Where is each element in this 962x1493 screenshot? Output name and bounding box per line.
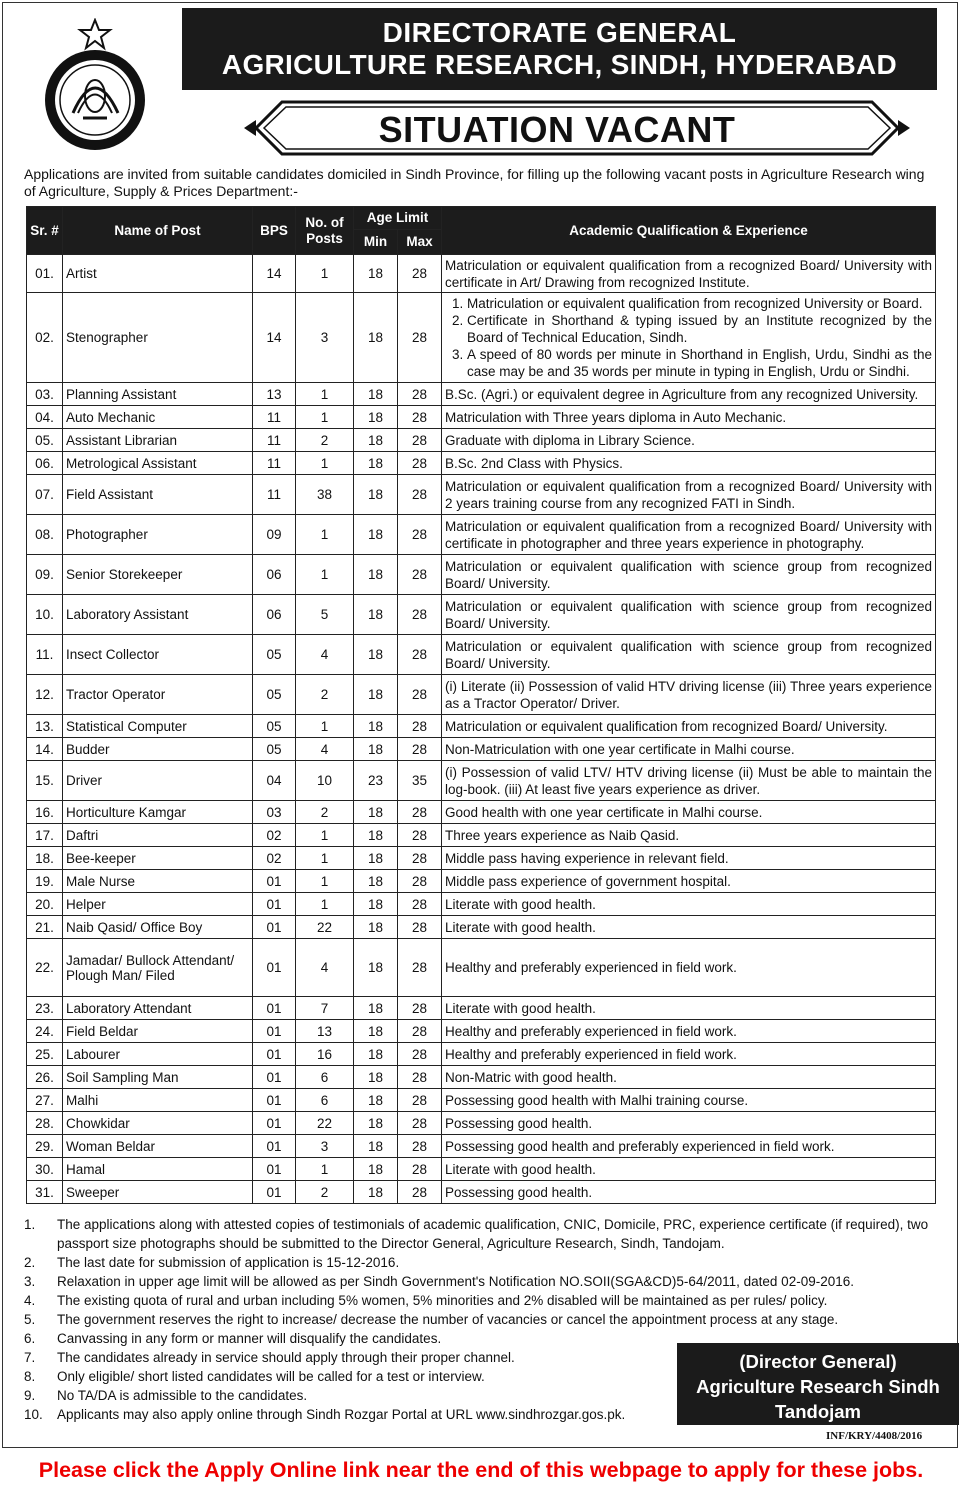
cell-bps: 01 [253, 916, 296, 939]
cell-age-max: 28 [398, 1089, 442, 1112]
cell-sr: 27. [27, 1089, 63, 1112]
cell-bps: 04 [253, 761, 296, 801]
cell-sr: 08. [27, 515, 63, 555]
cell-qualification: Healthy and preferably experienced in field work. [442, 939, 936, 997]
note-number: 6. [24, 1331, 36, 1346]
cell-qualification: Middle pass having experience in relevant field. [442, 847, 936, 870]
cell-age-min: 18 [354, 475, 398, 515]
cell-bps: 01 [253, 1181, 296, 1204]
cell-age-min: 18 [354, 893, 398, 916]
cell-age-max: 28 [398, 1112, 442, 1135]
header-no-of-posts: No. of Posts [296, 207, 354, 255]
cell-no-of-posts: 22 [296, 916, 354, 939]
cell-age-min: 18 [354, 916, 398, 939]
cell-age-min: 18 [354, 293, 398, 383]
cell-no-of-posts: 1 [296, 847, 354, 870]
note-number: 3. [24, 1274, 36, 1289]
note-number: 9. [24, 1388, 36, 1403]
table-row [27, 1135, 936, 1158]
note-text: The last date for submission of application is 15-12-2016. [57, 1255, 400, 1270]
cell-qualification: B.Sc. 2nd Class with Physics. [442, 452, 936, 475]
cell-bps: 01 [253, 1020, 296, 1043]
cell-sr: 31. [27, 1181, 63, 1204]
cell-age-min: 18 [354, 1066, 398, 1089]
cell-no-of-posts: 1 [296, 715, 354, 738]
cell-no-of-posts: 1 [296, 255, 354, 293]
table-row [27, 738, 936, 761]
cell-age-max: 28 [398, 406, 442, 429]
cell-age-max: 28 [398, 429, 442, 452]
cell-age-max: 28 [398, 635, 442, 675]
note-item [24, 1291, 938, 1310]
header-age-limit: Age Limit [354, 207, 442, 230]
cell-bps: 01 [253, 1112, 296, 1135]
note-item [24, 1272, 938, 1291]
note-text: Only eligible/ short listed candidates will be called for a test or interview. [57, 1369, 485, 1384]
table-row [27, 383, 936, 406]
cell-name-of-post: Metrological Assistant [63, 452, 253, 475]
cell-sr: 16. [27, 801, 63, 824]
cell-no-of-posts: 1 [296, 1158, 354, 1181]
cell-qualification: Matriculation or equivalent qualification with science group from recognized Board/ University. [442, 555, 936, 595]
cell-qualification: Possessing good health and preferably experienced in field work. [442, 1135, 936, 1158]
cell-bps: 01 [253, 1158, 296, 1181]
cell-sr: 11. [27, 635, 63, 675]
cell-age-max: 28 [398, 847, 442, 870]
cell-bps: 11 [253, 406, 296, 429]
cell-age-min: 18 [354, 1181, 398, 1204]
cell-sr: 10. [27, 595, 63, 635]
cell-name-of-post: Daftri [63, 824, 253, 847]
vacancies-table [26, 206, 936, 1204]
table-row [27, 1089, 936, 1112]
cell-bps: 06 [253, 555, 296, 595]
cell-qualification: Matriculation or equivalent qualification with science group from recognized Board/ University. [442, 595, 936, 635]
cell-qualification: Possessing good health. [442, 1112, 936, 1135]
cell-name-of-post: Horticulture Kamgar [63, 801, 253, 824]
cell-name-of-post: Assistant Librarian [63, 429, 253, 452]
cell-age-min: 18 [354, 675, 398, 715]
cell-qualification: Healthy and preferably experienced in field work. [442, 1020, 936, 1043]
cell-name-of-post: Laboratory Assistant [63, 595, 253, 635]
cell-age-max: 28 [398, 1158, 442, 1181]
cell-age-max: 28 [398, 715, 442, 738]
note-text: The existing quota of rural and urban including 5% women, 5% minorities and 2% disabled will be maintained as per rules/ policy. [57, 1293, 828, 1308]
cell-age-min: 18 [354, 939, 398, 997]
table-row [27, 1181, 936, 1204]
cell-sr: 12. [27, 675, 63, 715]
cell-bps: 14 [253, 293, 296, 383]
cell-qualification: Three years experience as Naib Qasid. [442, 824, 936, 847]
cell-sr: 30. [27, 1158, 63, 1181]
table-row [27, 475, 936, 515]
cell-qualification: Matriculation or equivalent qualification from a recognized Board/ University with certificate in photographer and three years experience in photography. [442, 515, 936, 555]
cell-no-of-posts: 1 [296, 555, 354, 595]
cell-sr: 06. [27, 452, 63, 475]
cell-age-max: 28 [398, 893, 442, 916]
cell-age-max: 28 [398, 1020, 442, 1043]
cell-name-of-post: Field Assistant [63, 475, 253, 515]
cell-age-min: 18 [354, 870, 398, 893]
note-text: The government reserves the right to increase/ decrease the number of vacancies or cancel the appointment process at any stage. [57, 1312, 839, 1327]
cell-age-max: 28 [398, 916, 442, 939]
cell-no-of-posts: 10 [296, 761, 354, 801]
cell-no-of-posts: 2 [296, 801, 354, 824]
cell-name-of-post: Insect Collector [63, 635, 253, 675]
note-text: Canvassing in any form or manner will disqualify the candidates. [57, 1331, 442, 1346]
cell-name-of-post: Chowkidar [63, 1112, 253, 1135]
cell-sr: 01. [27, 255, 63, 293]
qualification-item: 1. Matriculation or equivalent qualification from recognized University or Board. [467, 295, 932, 312]
note-text: The applications along with attested copies of testimonials of academic qualification, CNIC, Domicile, PRC, experience certificate (if required), two passport size photographs should be submitted to the Director General, Agriculture Research, Sindh, Tandojam. [57, 1217, 929, 1251]
table-row [27, 452, 936, 475]
cell-bps: 02 [253, 847, 296, 870]
cell-no-of-posts: 1 [296, 515, 354, 555]
cell-bps: 03 [253, 801, 296, 824]
cell-qualification: Graduate with diploma in Library Science. [442, 429, 936, 452]
table-row [27, 675, 936, 715]
note-text: Relaxation in upper age limit will be allowed as per Sindh Government's Notification NO.SOII(SGA&CD)5-64/2011, dated 02-09-2016. [57, 1274, 854, 1289]
note-number: 4. [24, 1293, 36, 1308]
cell-age-max: 35 [398, 761, 442, 801]
note-number: 8. [24, 1369, 36, 1384]
cell-qualification: Non-Matriculation with one year certificate in Malhi course. [442, 738, 936, 761]
cell-sr: 07. [27, 475, 63, 515]
cell-no-of-posts: 1 [296, 452, 354, 475]
note-text: No TA/DA is admissible to the candidates. [57, 1388, 308, 1403]
cell-sr: 13. [27, 715, 63, 738]
cell-no-of-posts: 3 [296, 293, 354, 383]
cell-age-min: 18 [354, 997, 398, 1020]
table-row [27, 1066, 936, 1089]
cell-age-min: 18 [354, 1089, 398, 1112]
cell-qualification: Non-Matric with good health. [442, 1066, 936, 1089]
cell-age-max: 28 [398, 293, 442, 383]
cell-age-min: 18 [354, 406, 398, 429]
cell-bps: 02 [253, 824, 296, 847]
sindh-government-logo [38, 18, 153, 153]
cell-age-min: 18 [354, 555, 398, 595]
cell-sr: 22. [27, 939, 63, 997]
cell-bps: 05 [253, 715, 296, 738]
cell-age-min: 18 [354, 1158, 398, 1181]
cell-bps: 11 [253, 429, 296, 452]
cell-bps: 05 [253, 675, 296, 715]
cell-age-min: 18 [354, 738, 398, 761]
note-item [24, 1310, 938, 1329]
cell-sr: 29. [27, 1135, 63, 1158]
cell-sr: 18. [27, 847, 63, 870]
header-title-line2: AGRICULTURE RESEARCH, SINDH, HYDERABAD [221, 49, 898, 80]
cell-qualification: Matriculation or equivalent qualification from a recognized Board/ University with certificate in Art/ Drawing from recognized Institute. [442, 255, 936, 293]
cell-no-of-posts: 6 [296, 1089, 354, 1112]
cell-age-min: 18 [354, 1135, 398, 1158]
cell-age-max: 28 [398, 475, 442, 515]
cell-age-min: 18 [354, 715, 398, 738]
cell-age-max: 28 [398, 1066, 442, 1089]
cell-qualification [442, 293, 936, 383]
table-row [27, 916, 936, 939]
cell-no-of-posts: 13 [296, 1020, 354, 1043]
cell-name-of-post: Laboratory Attendant [63, 997, 253, 1020]
reference-number: INF/KRY/4408/2016 [826, 1430, 923, 1442]
cell-qualification: (i) Literate (ii) Possession of valid HTV driving license (iii) Three years experience as a Tractor Operator/ Driver. [442, 675, 936, 715]
cell-bps: 01 [253, 1135, 296, 1158]
table-row [27, 1158, 936, 1181]
banner-title: SITUATION VACANT [378, 109, 736, 150]
table-row [27, 847, 936, 870]
cell-sr: 09. [27, 555, 63, 595]
note-item [24, 1215, 938, 1253]
cell-name-of-post: Driver [63, 761, 253, 801]
cell-age-min: 18 [354, 635, 398, 675]
cell-no-of-posts: 1 [296, 406, 354, 429]
cell-name-of-post: Statistical Computer [63, 715, 253, 738]
cell-name-of-post: Bee-keeper [63, 847, 253, 870]
table-row [27, 870, 936, 893]
cell-sr: 15. [27, 761, 63, 801]
cell-bps: 01 [253, 1089, 296, 1112]
cell-age-max: 28 [398, 383, 442, 406]
cell-sr: 23. [27, 997, 63, 1020]
header-title-line1: DIRECTORATE GENERAL [382, 17, 737, 48]
cell-age-max: 28 [398, 555, 442, 595]
table-row [27, 595, 936, 635]
cell-no-of-posts: 1 [296, 383, 354, 406]
table-row [27, 1043, 936, 1066]
cell-age-min: 18 [354, 595, 398, 635]
cell-no-of-posts: 1 [296, 824, 354, 847]
signature-office: Agriculture Research Sindh [696, 1376, 940, 1397]
cell-no-of-posts: 2 [296, 429, 354, 452]
cell-qualification: Healthy and preferably experienced in field work. [442, 1043, 936, 1066]
cell-name-of-post: Auto Mechanic [63, 406, 253, 429]
cell-age-max: 28 [398, 801, 442, 824]
cell-qualification: Possessing good health. [442, 1181, 936, 1204]
cell-age-max: 28 [398, 738, 442, 761]
note-number: 5. [24, 1312, 36, 1327]
cell-sr: 04. [27, 406, 63, 429]
note-number: 1. [24, 1217, 36, 1232]
cell-age-max: 28 [398, 675, 442, 715]
cell-name-of-post: Artist [63, 255, 253, 293]
cell-sr: 21. [27, 916, 63, 939]
cell-name-of-post: Stenographer [63, 293, 253, 383]
cell-bps: 01 [253, 870, 296, 893]
note-text: Applicants may also apply online through Sindh Rozgar Portal at URL www.sindhrozgar.gos.pk. [57, 1407, 626, 1422]
cell-bps: 01 [253, 1066, 296, 1089]
table-row [27, 555, 936, 595]
cell-age-max: 28 [398, 1043, 442, 1066]
cell-qualification: (i) Possession of valid LTV/ HTV driving license (ii) Must be able to maintain the log-book. (iii) At least five years experience as driver. [442, 761, 936, 801]
cell-no-of-posts: 4 [296, 635, 354, 675]
cell-qualification: Possessing good health with Malhi training course. [442, 1089, 936, 1112]
cell-name-of-post: Field Beldar [63, 1020, 253, 1043]
table-row [27, 1020, 936, 1043]
cell-bps: 05 [253, 635, 296, 675]
cell-no-of-posts: 4 [296, 939, 354, 997]
table-row [27, 635, 936, 675]
table-row [27, 761, 936, 801]
cell-no-of-posts: 16 [296, 1043, 354, 1066]
apply-online-notice: Please click the Apply Online link near the end of this webpage to apply for these jobs. [38, 1458, 924, 1482]
cell-age-max: 28 [398, 939, 442, 997]
qualification-item: 3. A speed of 80 words per minute in Shorthand in English, Urdu, Sindhi as the case may be and 35 words per minute in typing in English, Urdu or Sindhi. [467, 346, 932, 380]
note-number: 10. [24, 1407, 43, 1422]
cell-bps: 14 [253, 255, 296, 293]
cell-no-of-posts: 38 [296, 475, 354, 515]
cell-qualification: Middle pass experience of government hospital. [442, 870, 936, 893]
cell-name-of-post: Naib Qasid/ Office Boy [63, 916, 253, 939]
cell-name-of-post: Male Nurse [63, 870, 253, 893]
table-row [27, 293, 936, 383]
cell-age-min: 18 [354, 801, 398, 824]
cell-qualification: Matriculation or equivalent qualification from recognized Board/ University. [442, 715, 936, 738]
cell-bps: 06 [253, 595, 296, 635]
table-row [27, 406, 936, 429]
cell-name-of-post: Senior Storekeeper [63, 555, 253, 595]
cell-name-of-post: Tractor Operator [63, 675, 253, 715]
cell-sr: 17. [27, 824, 63, 847]
cell-bps: 01 [253, 893, 296, 916]
cell-no-of-posts: 2 [296, 1181, 354, 1204]
cell-age-max: 28 [398, 515, 442, 555]
cell-name-of-post: Woman Beldar [63, 1135, 253, 1158]
table-row [27, 715, 936, 738]
cell-age-min: 18 [354, 452, 398, 475]
cell-sr: 03. [27, 383, 63, 406]
note-text: The candidates already in service should apply through their proper channel. [57, 1350, 515, 1365]
cell-name-of-post: Soil Sampling Man [63, 1066, 253, 1089]
cell-age-min: 18 [354, 429, 398, 452]
cell-no-of-posts: 22 [296, 1112, 354, 1135]
cell-qualification: Matriculation or equivalent qualification with science group from recognized Board/ University. [442, 635, 936, 675]
cell-name-of-post: Helper [63, 893, 253, 916]
cell-age-max: 28 [398, 870, 442, 893]
cell-qualification: Matriculation or equivalent qualification from a recognized Board/ University with 2 years training course from any recognized FATI in Sindh. [442, 475, 936, 515]
cell-age-min: 18 [354, 824, 398, 847]
cell-age-max: 28 [398, 997, 442, 1020]
header-qualification: Academic Qualification & Experience [442, 207, 936, 255]
cell-bps: 09 [253, 515, 296, 555]
cell-qualification: B.Sc. (Agri.) or equivalent degree in Agriculture from any recognized University. [442, 383, 936, 406]
cell-name-of-post: Malhi [63, 1089, 253, 1112]
table-row [27, 997, 936, 1020]
table-row [27, 515, 936, 555]
cell-name-of-post: Planning Assistant [63, 383, 253, 406]
cell-qualification: Literate with good health. [442, 916, 936, 939]
cell-sr: 14. [27, 738, 63, 761]
cell-age-min: 18 [354, 1020, 398, 1043]
cell-age-max: 28 [398, 1181, 442, 1204]
signature-location: Tandojam [775, 1401, 861, 1422]
cell-age-min: 23 [354, 761, 398, 801]
intro-text: Applications are invited from suitable candidates domiciled in Sindh Province, for filling up the following vacant posts in Agriculture Research wing of Agriculture, Supply & Prices Department:- [24, 166, 925, 199]
cell-age-min: 18 [354, 255, 398, 293]
cell-qualification: Matriculation with Three years diploma in Auto Mechanic. [442, 406, 936, 429]
header-bps: BPS [253, 207, 296, 255]
cell-bps: 11 [253, 452, 296, 475]
header-sr: Sr. # [27, 207, 63, 255]
cell-age-min: 18 [354, 1112, 398, 1135]
signature-title: (Director General) [739, 1351, 897, 1372]
cell-no-of-posts: 4 [296, 738, 354, 761]
cell-age-min: 18 [354, 383, 398, 406]
cell-qualification: Good health with one year certificate in Malhi course. [442, 801, 936, 824]
table-row [27, 429, 936, 452]
cell-name-of-post: Budder [63, 738, 253, 761]
cell-sr: 19. [27, 870, 63, 893]
cell-name-of-post: Labourer [63, 1043, 253, 1066]
cell-sr: 24. [27, 1020, 63, 1043]
cell-no-of-posts: 5 [296, 595, 354, 635]
note-number: 2. [24, 1255, 36, 1270]
cell-no-of-posts: 1 [296, 870, 354, 893]
note-number: 7. [24, 1350, 36, 1365]
cell-qualification: Literate with good health. [442, 997, 936, 1020]
qualification-item: 2. Certificate in Shorthand & typing issued by an Institute recognized by the Board of Technical Education, Sindh. [467, 312, 932, 346]
cell-no-of-posts: 2 [296, 675, 354, 715]
table-row [27, 939, 936, 997]
table-row [27, 255, 936, 293]
cell-name-of-post: Sweeper [63, 1181, 253, 1204]
cell-qualification: Literate with good health. [442, 1158, 936, 1181]
cell-bps: 01 [253, 939, 296, 997]
cell-no-of-posts: 7 [296, 997, 354, 1020]
cell-bps: 01 [253, 997, 296, 1020]
cell-sr: 25. [27, 1043, 63, 1066]
note-item [24, 1253, 938, 1272]
table-row [27, 1112, 936, 1135]
cell-age-max: 28 [398, 595, 442, 635]
cell-name-of-post: Jamadar/ Bullock Attendant/ Plough Man/ Filed [63, 939, 253, 997]
cell-sr: 26. [27, 1066, 63, 1089]
header-age-min: Min [354, 230, 398, 255]
cell-age-max: 28 [398, 452, 442, 475]
cell-age-min: 18 [354, 1043, 398, 1066]
cell-name-of-post: Hamal [63, 1158, 253, 1181]
cell-no-of-posts: 1 [296, 893, 354, 916]
table-row [27, 893, 936, 916]
cell-age-min: 18 [354, 515, 398, 555]
cell-age-max: 28 [398, 824, 442, 847]
header-age-max: Max [398, 230, 442, 255]
cell-sr: 02. [27, 293, 63, 383]
cell-no-of-posts: 3 [296, 1135, 354, 1158]
cell-bps: 13 [253, 383, 296, 406]
cell-bps: 05 [253, 738, 296, 761]
cell-no-of-posts: 6 [296, 1066, 354, 1089]
cell-sr: 20. [27, 893, 63, 916]
cell-age-max: 28 [398, 255, 442, 293]
cell-name-of-post: Photographer [63, 515, 253, 555]
cell-age-min: 18 [354, 847, 398, 870]
signature-block [677, 1343, 959, 1425]
cell-bps: 01 [253, 1043, 296, 1066]
cell-qualification: Literate with good health. [442, 893, 936, 916]
table-row [27, 801, 936, 824]
table-row [27, 824, 936, 847]
cell-sr: 28. [27, 1112, 63, 1135]
cell-sr: 05. [27, 429, 63, 452]
cell-bps: 11 [253, 475, 296, 515]
cell-age-max: 28 [398, 1135, 442, 1158]
header-band [182, 8, 937, 90]
header-name-of-post: Name of Post [63, 207, 253, 255]
